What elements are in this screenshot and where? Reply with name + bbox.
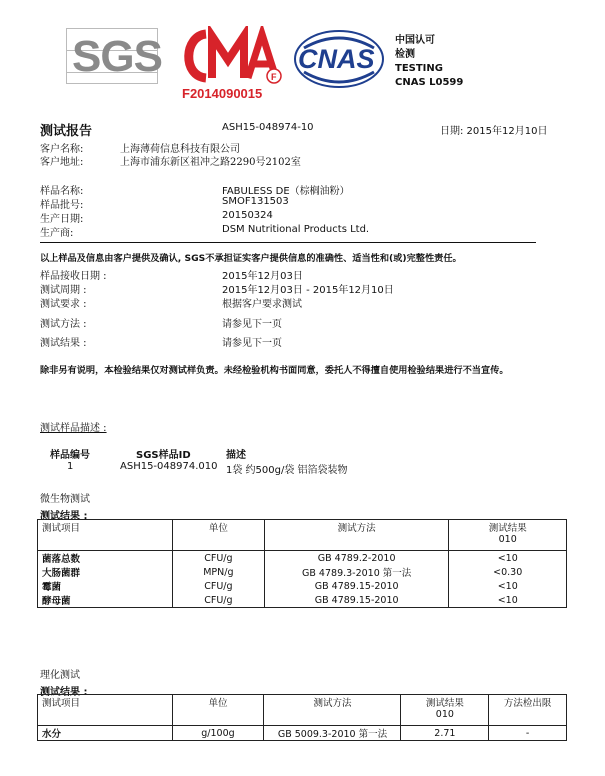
phys-header-unit: 单位	[172, 695, 264, 726]
sample-no: 1	[67, 461, 74, 472]
sample-name: FABULESS DE（棕榈油粉）	[222, 186, 350, 197]
col-description: 描述	[226, 450, 246, 461]
micro-unit: CFU/g	[172, 593, 264, 608]
phys-unit: g/100g	[172, 726, 264, 741]
micro-item: 霉菌	[38, 579, 173, 593]
sample-name-label: 样品名称:	[40, 186, 84, 197]
manufacturer-label: 生产商:	[40, 228, 74, 239]
phys-section-title: 理化测试	[40, 670, 80, 681]
sample-description: 1袋 约500g/袋 铝箔袋装物	[226, 465, 348, 476]
table-row	[38, 579, 567, 593]
disclaimer-client-info: 以上样品及信息由客户提供及确认, SGS不承担证实客户提供信息的准确性、适当性和(或)完整性责任。	[40, 253, 462, 264]
phys-header-result	[401, 695, 489, 726]
disclaimer-usage: 除非另有说明，本检验结果仅对测试样负责。未经检验机构书面同意，委托人不得擅自使用检验结果进行不当宣传。	[40, 365, 509, 376]
micro-item: 酵母菌	[38, 593, 173, 608]
table-row	[38, 565, 567, 579]
test-period-label: 测试周期 :	[40, 285, 87, 296]
client-address: 上海市浦东新区祖冲之路2290号2102室	[120, 157, 301, 168]
micro-unit: CFU/g	[172, 551, 264, 566]
micro-result: <10	[449, 579, 567, 593]
table-row	[38, 593, 567, 608]
cma-emblem-icon	[176, 26, 286, 86]
phys-item: 水分	[38, 726, 173, 741]
client-address-label: 客户地址:	[40, 157, 84, 168]
micro-result-heading: 测试结果 :	[40, 511, 88, 522]
sample-batch-label: 样品批号:	[40, 200, 84, 211]
client-name-label: 客户名称:	[40, 144, 84, 155]
phys-header-method: 测试方法	[264, 695, 401, 726]
micro-unit: CFU/g	[172, 579, 264, 593]
micro-header-method: 测试方法	[264, 520, 449, 551]
col-sample-no: 样品编号	[50, 450, 90, 461]
phys-method: GB 5009.3-2010 第一法	[264, 726, 401, 741]
micro-method: GB 4789.15-2010	[264, 593, 449, 608]
sample-desc-heading: 测试样品描述 :	[40, 423, 107, 434]
micro-result: <10	[449, 593, 567, 608]
divider	[40, 242, 536, 243]
report-title: 测试报告	[40, 124, 93, 139]
test-result: 请参见下一页	[222, 338, 282, 349]
micro-unit: MPN/g	[172, 565, 264, 579]
sgs-logo-text: SGS	[72, 32, 162, 81]
production-date: 20150324	[222, 210, 273, 221]
micro-header-result-sub: 010	[498, 534, 517, 545]
phys-table-header	[38, 695, 567, 726]
cma-code: F2014090015	[182, 86, 263, 101]
micro-item: 菌落总数	[38, 551, 173, 566]
cert-line-1: 中国认可	[395, 35, 435, 46]
micro-method: GB 4789.2-2010	[264, 551, 449, 566]
client-name: 上海薄荷信息科技有限公司	[120, 144, 240, 155]
micro-header-unit: 单位	[172, 520, 264, 551]
table-row	[38, 726, 567, 741]
test-period: 2015年12月03日 - 2015年12月10日	[222, 285, 394, 296]
micro-header-result	[449, 520, 567, 551]
cert-line-2: 检测	[395, 49, 415, 60]
micro-result: <0.30	[449, 565, 567, 579]
svg-text:F: F	[271, 72, 277, 82]
test-result-label: 测试结果 :	[40, 338, 87, 349]
micro-section-title: 微生物测试	[40, 494, 90, 505]
test-method-label: 测试方法 :	[40, 319, 87, 330]
phys-result-heading: 测试结果 :	[40, 687, 88, 698]
phys-header-result-sub: 010	[435, 709, 454, 720]
phys-limit: -	[489, 726, 567, 741]
cnas-logo	[292, 28, 386, 90]
micro-method: GB 4789.3-2010 第一法	[264, 565, 449, 579]
test-requirement: 根据客户要求测试	[222, 299, 302, 310]
cert-line-3: TESTING	[395, 63, 443, 74]
phys-table	[37, 694, 567, 741]
phys-header-limit: 方法检出限	[489, 695, 567, 726]
production-date-label: 生产日期:	[40, 214, 84, 225]
receive-date: 2015年12月03日	[222, 271, 303, 282]
micro-table-header	[38, 520, 567, 551]
phys-header-result-label: 测试结果	[425, 698, 464, 709]
manufacturer: DSM Nutritional Products Ltd.	[222, 224, 370, 235]
cnas-logo-text: CNAS	[298, 44, 375, 74]
test-requirement-label: 测试要求 :	[40, 299, 87, 310]
micro-header-item: 测试项目	[38, 520, 173, 551]
report-date: 日期: 2015年12月10日	[440, 126, 548, 137]
receive-date-label: 样品接收日期 :	[40, 271, 107, 282]
cma-logo	[176, 26, 286, 104]
phys-header-item: 测试项目	[38, 695, 173, 726]
cert-block	[395, 34, 463, 90]
sample-batch: SMOF131503	[222, 196, 289, 207]
test-method: 请参见下一页	[222, 319, 282, 330]
micro-table	[37, 519, 567, 608]
phys-result: 2.71	[401, 726, 489, 741]
col-sgs-id: SGS样品ID	[136, 450, 191, 461]
report-number: ASH15-048974-10	[222, 122, 314, 133]
cert-line-4: CNAS L0599	[395, 77, 464, 88]
sgs-sample-id: ASH15-048974.010	[120, 461, 218, 472]
micro-header-result-label: 测试结果	[488, 523, 527, 534]
micro-result: <10	[449, 551, 567, 566]
sgs-logo	[66, 28, 162, 88]
micro-item: 大肠菌群	[38, 565, 173, 579]
table-row	[38, 551, 567, 566]
micro-method: GB 4789.15-2010	[264, 579, 449, 593]
